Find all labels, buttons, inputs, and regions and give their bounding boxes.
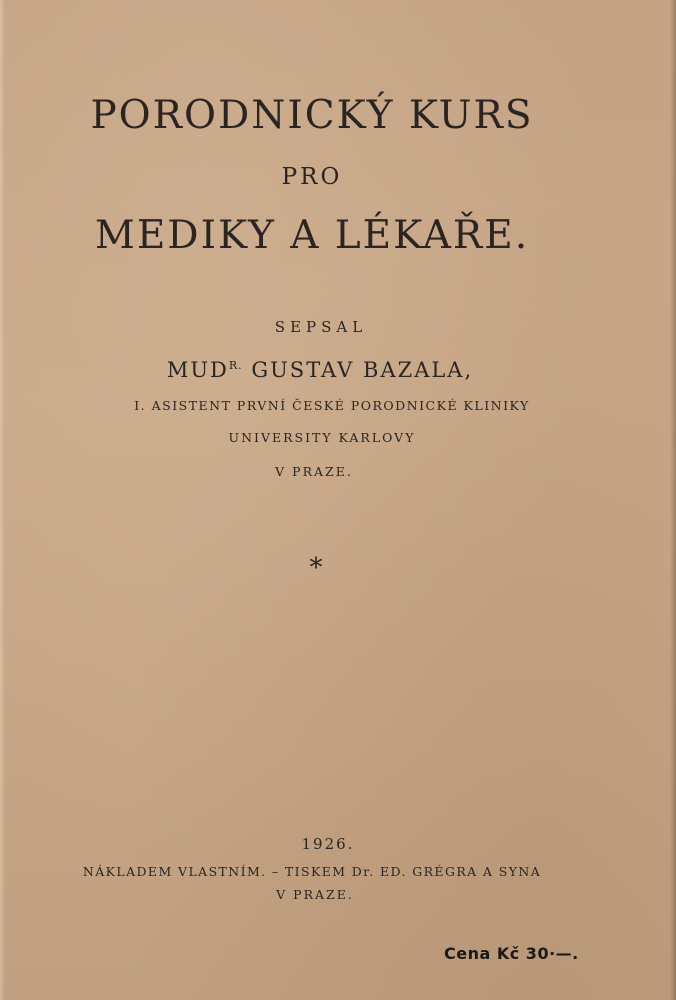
publication-year: 1926. — [301, 835, 355, 853]
author-prefix: MUD — [166, 358, 229, 382]
asterisk-ornament: * — [309, 553, 323, 583]
byline-label: SEPSAL — [274, 318, 368, 336]
author-name — [0, 360, 658, 381]
author-institution: UNIVERSITY KARLOVY — [228, 430, 416, 445]
title-connector: PRO — [281, 164, 343, 190]
publisher-line: NÁKLADEM VLASTNÍM. – TISKEM Dr. ED. GRÉGRA A SYNA — [82, 864, 542, 879]
price-stamp: Cena Kč 30·—. — [444, 944, 579, 963]
paper-edge-right — [670, 0, 676, 1000]
publisher-city: V PRAZE. — [276, 887, 354, 902]
author-role: I. ASISTENT PRVNÍ ČESKÉ PORODNICKÉ KLINIKY — [134, 398, 530, 413]
title-line-2: MEDIKY A LÉKAŘE. — [94, 213, 530, 258]
author-city: V PRAZE. — [275, 464, 353, 479]
author-surname: GUSTAV BAZALA, — [242, 358, 474, 382]
author-prefix-superscript: R. — [228, 359, 243, 372]
title-line-1: PORODNICKÝ KURS — [90, 93, 534, 138]
